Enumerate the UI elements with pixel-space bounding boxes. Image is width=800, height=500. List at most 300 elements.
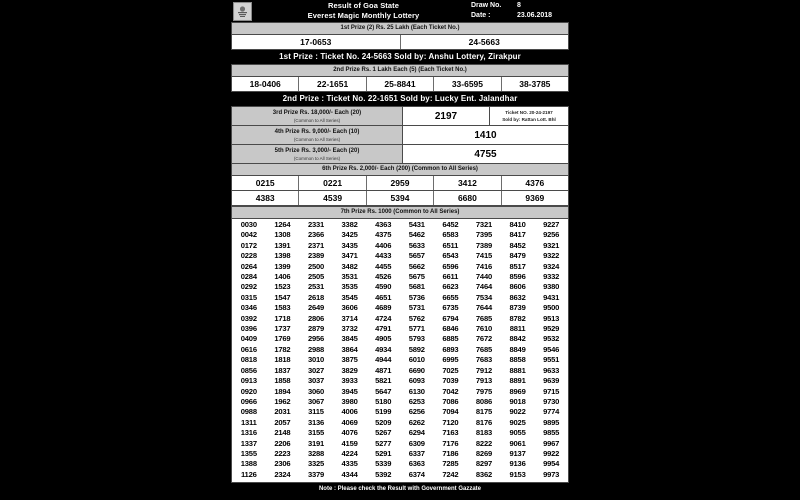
prize7-number: 6010 (408, 355, 425, 365)
prize7-number: 4006 (341, 407, 358, 417)
prize7-number: 2649 (307, 303, 325, 313)
prize7-number: 6893 (442, 344, 459, 354)
prize7-number: 6253 (408, 396, 425, 406)
prize7-row (232, 355, 568, 365)
prize7-number: 1399 (274, 261, 291, 271)
prize7-number: 9967 (543, 438, 560, 448)
prize7-number: 4871 (375, 365, 392, 375)
prize7-number: 8632 (509, 292, 526, 302)
prize7-number: 3606 (341, 303, 358, 313)
prize7-number: 9380 (543, 282, 560, 292)
prize1-number: 24-5663 (468, 37, 500, 47)
prize7-number: 4724 (375, 313, 392, 323)
prize7-number: 5657 (408, 251, 425, 261)
prize7-number: 0346 (240, 303, 257, 313)
prize7-number: 7912 (475, 365, 492, 375)
prize7-number: 4335 (341, 459, 358, 469)
prize7-number: 1126 (240, 469, 257, 479)
prize7-band: 7th Prize Rs. 1000 (Common to All Series) (231, 206, 569, 218)
prize7-number: 0172 (240, 240, 257, 250)
prize7-number: 2505 (307, 272, 325, 282)
prize7-number: 8176 (475, 417, 492, 427)
prize7-number: 4934 (375, 344, 392, 354)
draw-no-value: 8 (517, 2, 521, 9)
prize7-number: 0315 (240, 292, 257, 302)
prize7-number: 8881 (509, 365, 526, 375)
prize7-number: 8362 (475, 469, 492, 479)
prize7-number: 2148 (274, 428, 291, 438)
prize7-row (232, 334, 568, 344)
prize2-number: 33-6595 (434, 77, 501, 91)
prize7-number: 7644 (475, 303, 492, 313)
prize7-number: 1311 (240, 417, 257, 427)
prize5-label-sub: (Common to All Series) (293, 156, 341, 161)
prize6-number: 4376 (525, 178, 545, 188)
prize7-number: 1858 (274, 376, 291, 386)
prize7-number: 3010 (307, 355, 325, 365)
prize6-number: 9369 (525, 193, 545, 203)
prize7-number: 6262 (408, 417, 425, 427)
prize7-number: 1388 (240, 459, 257, 469)
prize7-number: 0228 (240, 251, 257, 261)
prize7-number: 3732 (341, 324, 358, 334)
prize7-number: 2057 (274, 417, 291, 427)
prize6-band: 6th Prize Rs. 2,000/- Each (200) (Common to All Series) (231, 163, 569, 175)
result-title (256, 1, 471, 21)
prize7-number: 0392 (240, 313, 257, 323)
prize7-row (232, 272, 568, 282)
prize7-number: 4944 (375, 355, 392, 365)
draw-no-row (471, 1, 567, 11)
prize7-number: 5681 (408, 282, 425, 292)
prize7-number: 4224 (341, 448, 358, 458)
prize7-number: 9513 (543, 313, 560, 323)
prize7-number: 6130 (408, 386, 425, 396)
prize7-number: 3191 (307, 438, 325, 448)
prize7-number: 4406 (375, 240, 392, 250)
prize7-number: 7042 (442, 386, 459, 396)
prize7-number: 6846 (442, 324, 459, 334)
prize7-number: 3864 (341, 344, 358, 354)
prize7-number: 9324 (543, 261, 560, 271)
prize7-number: 7285 (442, 459, 459, 469)
prize7-number: 2371 (307, 240, 325, 250)
prize7-number: 4375 (375, 230, 392, 240)
prize3-row (231, 106, 569, 125)
prize7-number: 3067 (307, 396, 325, 406)
prize7-number: 1737 (274, 324, 291, 334)
prize7-number: 4905 (375, 334, 392, 344)
prize7-number: 1894 (274, 386, 291, 396)
prize7-number: 1837 (274, 365, 291, 375)
prize7-number: 7094 (442, 407, 459, 417)
prize2-number: 25-8841 (367, 77, 434, 91)
prize7-number: 7610 (475, 324, 492, 334)
prize7-number: 8175 (475, 407, 492, 417)
prize7-number: 3115 (308, 407, 324, 417)
prize7-number: 5647 (375, 386, 392, 396)
prize7-number: 5662 (408, 261, 425, 271)
prize7-number: 2366 (307, 230, 325, 240)
prize7-number: 9546 (543, 344, 560, 354)
prize7-number: 5392 (375, 469, 392, 479)
prize7-number: 7415 (475, 251, 492, 261)
prize7-number: 9922 (543, 448, 560, 458)
prize7-number: 1337 (240, 438, 257, 448)
prize7-number: 5291 (375, 448, 392, 458)
prize7-number: 7440 (475, 272, 492, 282)
prize7-number: 1264 (274, 220, 291, 229)
prize3-label-main: 3rd Prize Rs. 18,000/- Each (20) (272, 110, 362, 116)
prize7-number: 8417 (509, 230, 526, 240)
prize7-number: 4455 (375, 261, 392, 271)
draw-meta (471, 1, 567, 21)
prize7-number: 1523 (274, 282, 291, 292)
prize4-row (231, 125, 569, 144)
prize7-number: 2988 (307, 344, 325, 354)
prize7-number: 9256 (543, 230, 560, 240)
prize7-number: 2618 (307, 292, 325, 302)
prize7-row (232, 387, 568, 397)
prize7-number: 9025 (509, 417, 526, 427)
prize7-row (232, 470, 568, 480)
prize7-number: 7025 (442, 365, 459, 375)
prize7-number: 3933 (341, 376, 358, 386)
prize7-number: 0284 (240, 272, 257, 282)
prize7-number: 4363 (375, 220, 392, 229)
prize1-number: 17-0653 (232, 35, 401, 49)
prize7-number: 4590 (375, 282, 392, 292)
prize6-row-1 (231, 175, 569, 191)
prize7-number: 6596 (442, 261, 459, 271)
prize7-number: 1355 (240, 448, 257, 458)
prize1-numbers (231, 34, 569, 50)
prize7-number: 9061 (509, 438, 526, 448)
prize7-number: 7913 (475, 376, 492, 386)
prize7-number: 9639 (543, 376, 560, 386)
prize7-number: 8452 (509, 240, 526, 250)
prize2-number: 18-0406 (232, 77, 299, 91)
prize7-number: 9715 (543, 386, 560, 396)
prize7-number: 7672 (475, 334, 492, 344)
prize7-number: 5793 (408, 334, 425, 344)
prize7-number: 6583 (442, 230, 459, 240)
prize7-number: 6623 (442, 282, 459, 292)
prize7-number: 7176 (442, 438, 459, 448)
prize7-row (232, 251, 568, 261)
prize4-label (232, 126, 403, 144)
prize7-number: 8269 (475, 448, 492, 458)
prize7-number: 5633 (408, 240, 425, 250)
prize7-number: 3845 (341, 334, 358, 344)
prize7-number: 4791 (375, 324, 392, 334)
prize7-number: 7685 (475, 313, 492, 323)
prize7-number: 5431 (408, 220, 425, 229)
prize7-number: 9730 (543, 396, 560, 406)
prize7-number: 0292 (240, 282, 257, 292)
prize7-number: 8410 (509, 220, 526, 229)
prize7-number: 3382 (341, 220, 358, 229)
prize7-number: 3945 (341, 386, 358, 396)
prize7-row (232, 241, 568, 251)
prize7-number: 5675 (408, 272, 425, 282)
prize2-numbers (231, 76, 569, 92)
prize7-number: 8969 (509, 386, 526, 396)
prize7-number: 1406 (274, 272, 291, 282)
prize7-number: 0616 (240, 344, 257, 354)
prize1-sold-line: 1st Prize : Ticket No. 24-5663 Sold by: Anshu Lottery, Zirakpur (231, 50, 569, 64)
prize3-value: 2197 (403, 107, 490, 125)
prize7-number: 9153 (509, 469, 526, 479)
prize7-number: 1769 (274, 334, 291, 344)
prize6-number: 5394 (367, 191, 434, 205)
prize7-number: 6690 (408, 365, 425, 375)
prize7-number: 9136 (509, 459, 526, 469)
prize7-number-grid (231, 218, 569, 483)
prize7-number: 0818 (240, 355, 257, 365)
prize7-number: 1782 (274, 344, 291, 354)
prize7-number: 8086 (475, 396, 492, 406)
prize7-number: 7395 (475, 230, 492, 240)
prize6-row-2 (231, 191, 569, 206)
prize4-label-main: 4th Prize Rs. 9,000/- Each (10) (274, 129, 360, 135)
prize7-row (232, 449, 568, 459)
title-line-2: Everest Magic Monthly Lottery (307, 11, 420, 20)
prize6-number: 3412 (434, 176, 501, 190)
prize7-number: 8183 (475, 428, 492, 438)
prize7-number: 3531 (341, 272, 358, 282)
prize7-number: 8782 (509, 313, 526, 323)
prize7-number: 2324 (274, 469, 291, 479)
prize7-number: 2956 (307, 334, 325, 344)
prize2-number: 22-1651 (299, 77, 366, 91)
prize7-number: 7039 (442, 376, 459, 386)
prize7-row (232, 303, 568, 313)
prize7-number: 6256 (408, 407, 425, 417)
prize7-row (232, 262, 568, 272)
prize7-number: 5277 (375, 438, 392, 448)
prize7-number: 5821 (375, 376, 392, 386)
prize7-number: 7389 (475, 240, 492, 250)
prize7-number: 9022 (509, 407, 526, 417)
prize7-number: 1547 (274, 292, 291, 302)
prize7-number: 2223 (274, 448, 291, 458)
prize7-number: 4526 (375, 272, 392, 282)
prize7-number: 5731 (408, 303, 425, 313)
prize7-number: 8596 (509, 272, 526, 282)
prize7-number: 3288 (307, 448, 325, 458)
prize7-number: 9018 (509, 396, 526, 406)
prize7-row (232, 376, 568, 386)
prize7-number: 7975 (475, 386, 492, 396)
prize7-number: 8297 (475, 459, 492, 469)
prize7-number: 1308 (274, 230, 291, 240)
prize7-row (232, 220, 568, 230)
prize7-number: 2331 (307, 220, 325, 229)
prize7-number: 4069 (341, 417, 358, 427)
prize7-number: 7242 (442, 469, 459, 479)
prize7-number: 9954 (543, 459, 560, 469)
prize7-number: 7186 (442, 448, 459, 458)
prize7-number: 0396 (240, 324, 257, 334)
prize7-number: 4433 (375, 251, 392, 261)
prize7-number: 0409 (240, 334, 257, 344)
prize7-number: 3379 (307, 469, 325, 479)
prize7-number: 5209 (375, 417, 392, 427)
prize7-number: 8842 (509, 334, 526, 344)
prize7-row (232, 418, 568, 428)
prize7-row (232, 293, 568, 303)
prize7-row (232, 397, 568, 407)
prize7-number: 0988 (240, 407, 257, 417)
prize7-number: 6995 (442, 355, 459, 365)
prize7-row (232, 459, 568, 469)
prize6-number: 6680 (434, 191, 501, 205)
prize7-number: 3471 (341, 251, 358, 261)
prize7-number: 5199 (375, 407, 392, 417)
prize7-number: 8849 (509, 344, 526, 354)
prize5-label (232, 145, 403, 163)
prize7-number: 8811 (509, 324, 526, 334)
prize7-number: 5892 (408, 344, 425, 354)
prize7-number: 1316 (240, 428, 257, 438)
prize7-number: 6735 (442, 303, 459, 313)
title-line-1: Result of Goa State (327, 1, 400, 10)
prize7-number: 2389 (307, 251, 325, 261)
draw-date-value: 23.06.2018 (517, 12, 553, 19)
prize7-number: 6452 (442, 220, 459, 229)
prize7-number: 6093 (408, 376, 425, 386)
prize7-row (232, 345, 568, 355)
prize7-number: 9973 (543, 469, 560, 479)
prize7-number: 3325 (307, 459, 325, 469)
prize3-label-sub: (Common to All Series) (293, 118, 341, 123)
prize7-number: 9227 (543, 220, 560, 229)
prize7-number: 5339 (375, 459, 392, 469)
prize7-number: 6309 (408, 438, 425, 448)
prize7-number: 2531 (307, 282, 325, 292)
prize7-number: 6294 (408, 428, 425, 438)
prize6-number: 0215 (232, 176, 299, 190)
prize4-value: 1410 (403, 126, 568, 144)
draw-no-label: Draw No. (471, 2, 502, 9)
prize7-number: 0966 (240, 396, 257, 406)
prize7-number: 7321 (475, 220, 492, 229)
prize7-number: 3060 (307, 386, 325, 396)
prize7-number: 7120 (442, 417, 459, 427)
prize7-number: 7683 (475, 355, 492, 365)
prize7-number: 6374 (408, 469, 425, 479)
prize2-number: 38-3785 (519, 79, 551, 89)
prize7-number: 6611 (442, 272, 459, 282)
prize7-number: 9137 (509, 448, 526, 458)
prize7-number: 8739 (509, 303, 526, 313)
prize7-number: 1583 (274, 303, 291, 313)
prize7-number: 1718 (274, 313, 291, 323)
prize7-number: 5267 (375, 428, 392, 438)
prize7-number: 3482 (341, 261, 358, 271)
prize7-number: 2879 (307, 324, 325, 334)
prize3-ticket-seller: Sold by: Rattan Lott. Bhl (502, 117, 556, 122)
prize7-number: 3027 (307, 365, 325, 375)
prize7-number: 0030 (240, 220, 257, 229)
result-sheet (231, 0, 569, 500)
prize7-number: 3425 (341, 230, 358, 240)
prize7-number: 5462 (408, 230, 425, 240)
prize7-number: 1398 (274, 251, 291, 261)
prize7-number: 8858 (509, 355, 526, 365)
prize7-number: 6511 (442, 240, 459, 250)
prize7-number: 2306 (274, 459, 291, 469)
prize7-number: 9055 (509, 428, 526, 438)
prize7-number: 6885 (442, 334, 459, 344)
prize7-row (232, 324, 568, 334)
prize7-number: 4076 (341, 428, 358, 438)
prize5-row (231, 144, 569, 163)
prize7-number: 6655 (442, 292, 459, 302)
prize5-value: 4755 (403, 145, 568, 163)
prize7-number: 4344 (341, 469, 358, 479)
prize7-number: 7464 (475, 282, 492, 292)
prize7-number: 7534 (475, 292, 492, 302)
prize7-number: 0913 (240, 376, 257, 386)
prize2-sold-line: 2nd Prize : Ticket No. 22-1651 Sold by: Lucky Ent. Jalandhar (231, 92, 569, 106)
prize7-number: 1818 (274, 355, 291, 365)
draw-date-label: Date : (471, 12, 491, 19)
prize7-row (232, 282, 568, 292)
prize6-number: 0221 (299, 176, 366, 190)
prize5-label-main: 5th Prize Rs. 3,000/- Each (20) (274, 148, 360, 154)
prize7-number: 8606 (509, 282, 526, 292)
prize7-row (232, 230, 568, 240)
prize7-number: 3714 (341, 313, 358, 323)
prize7-number: 3037 (307, 376, 325, 386)
prize7-number: 3875 (341, 355, 358, 365)
prize7-number: 5771 (408, 324, 425, 334)
prize7-number: 8891 (509, 376, 526, 386)
prize7-number: 2031 (274, 407, 291, 417)
prize7-row (232, 407, 568, 417)
prize7-number: 9774 (543, 407, 560, 417)
prize7-row (232, 439, 568, 449)
prize7-number: 9500 (543, 303, 560, 313)
prize3-label (232, 107, 403, 125)
prize7-number: 1962 (274, 396, 291, 406)
prize7-number: 9431 (543, 292, 560, 302)
prize7-number: 5180 (375, 396, 392, 406)
prize7-number: 3136 (307, 417, 325, 427)
prize7-number: 5736 (408, 292, 425, 302)
prize3-ticket-info (490, 107, 568, 125)
prize7-number: 3829 (341, 365, 358, 375)
prize7-number: 3535 (341, 282, 358, 292)
prize7-number: 9332 (543, 272, 560, 282)
prize7-row (232, 366, 568, 376)
prize7-number: 6337 (408, 448, 425, 458)
prize7-number: 9529 (543, 324, 560, 334)
prize7-number: 0856 (240, 365, 257, 375)
prize2-band: 2nd Prize Rs. 1 Lakh Each (5) (Each Ticket No.) (231, 64, 569, 76)
prize7-row (232, 428, 568, 438)
prize7-number: 4159 (341, 438, 358, 448)
prize7-number: 3435 (341, 240, 358, 250)
prize7-number: 9895 (543, 417, 560, 427)
prize7-number: 6363 (408, 459, 425, 469)
prize7-number: 3545 (341, 292, 358, 302)
prize7-number: 7416 (475, 261, 492, 271)
prize7-number: 2206 (274, 438, 291, 448)
goa-state-emblem-icon (233, 2, 252, 21)
